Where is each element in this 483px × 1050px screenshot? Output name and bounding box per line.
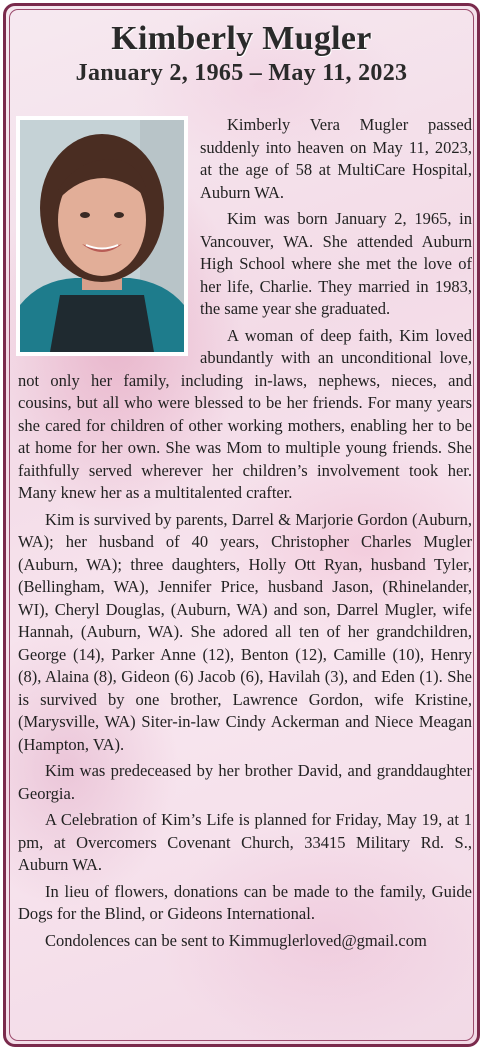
paragraph-predeceased: Kim was predeceased by her brother David, and granddaughter Georgia.	[18, 761, 472, 803]
paragraph-passing: Kimberly Vera Mugler passed suddenly into heaven on May 11, 2023, at the age of 58 at MultiCare Hospital, Auburn WA.	[200, 115, 472, 202]
paragraph-donations: In lieu of flowers, donations can be made to the family, Guide Dogs for the Blind, or Gideons International.	[18, 881, 472, 923]
obituary-card	[3, 3, 480, 1047]
paragraph-survivors: Kim is survived by parents, Darrel & Marjorie Gordon (Auburn, WA); her husband of 40 years, Christopher Charles Mugler (Auburn, WA); three daughters, Holly Ott Ryan, husband Tyler, (Bellingham, WA), Jennifer Price, husband Jason, (Rhinelander, WI), Cheryl Douglas, (Auburn, WA) and son, Darrel Mugler, wife Hannah, (Auburn, WA). She adored all ten of her grandchildren, George (14), Parker Anne (12), Benton (12), Camille (10), Henry (8), Alaina (8), Gideon (6) Jacob (6), Havilah (3), and Eden (1). She is survived by one brother, Lawrence Gordon, wife Kristine, (Marysville, WA) Siter-in-law Cindy Ackerman and Niece Meagan (Hampton, VA).	[18, 509, 472, 754]
life-dates: January 2, 1965 – May 11, 2023	[75, 60, 408, 86]
obituary-body	[18, 114, 472, 956]
photo-spacer	[18, 114, 200, 361]
paragraph-early-life: Kim was born January 2, 1965, in Vancouver, WA. She attended Auburn High School where she met the love of her life, Charlie. They married in 1983, the same year she graduated.	[200, 209, 472, 318]
paragraph-condolences: Condolences can be sent to Kimmuglerloved@gmail.com	[45, 930, 427, 950]
deceased-name: Kimberly Mugler	[111, 20, 372, 57]
paragraph-faith: A woman of deep faith, Kim loved abundantly with an unconditional love, not only her family, including in-laws, nephews, nieces, and cousins, but all who were blessed to be her friends. For many years she cared for children of other working mothers, enabling her to be at home for her own. She was Mom to multiple young friends. She faithfully served wherever her children’s involvement took her. Many knew her as a multitalented crafter.	[18, 325, 472, 502]
paragraph-celebration: A Celebration of Kim’s Life is planned for Friday, May 19, at 1 pm, at Overcomers Covenant Church, 33415 Military Rd. S., Auburn WA.	[18, 810, 472, 874]
